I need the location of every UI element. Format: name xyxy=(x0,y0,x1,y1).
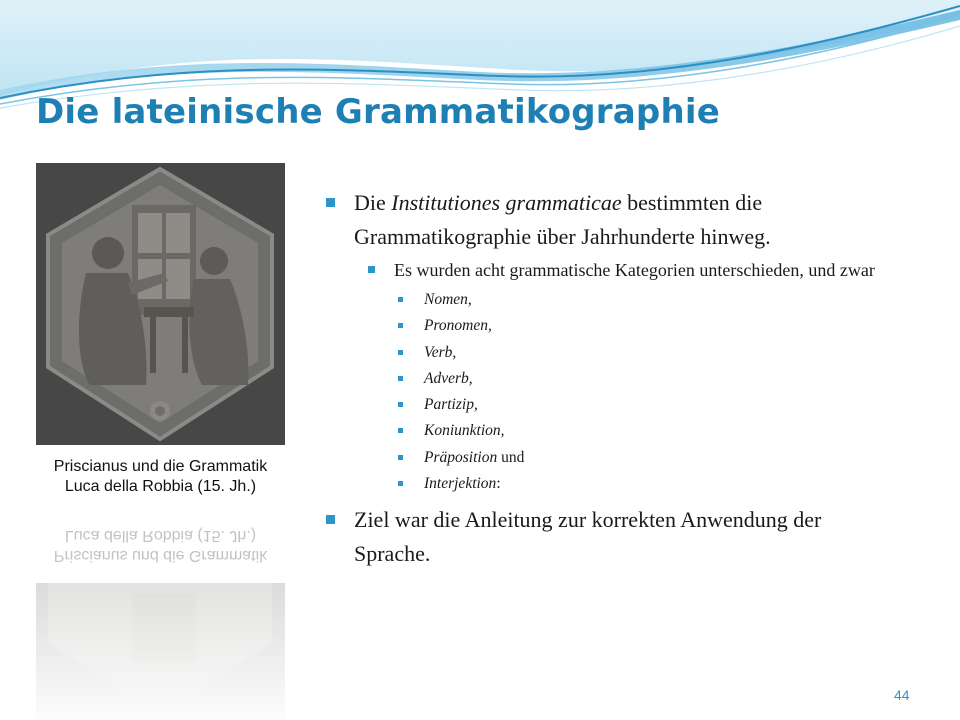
category-list xyxy=(398,287,886,497)
bullet-marker xyxy=(368,266,375,273)
bullet-marker xyxy=(398,428,403,433)
bullet-marker xyxy=(326,198,335,207)
relief-image-panel xyxy=(36,163,285,720)
category-item: Partizip, xyxy=(398,392,886,418)
relief-image xyxy=(36,163,285,445)
sub-bullet-list xyxy=(368,256,886,497)
bullet-list xyxy=(326,186,886,571)
bullet-marker xyxy=(398,323,403,328)
image-caption-reflection xyxy=(36,513,285,577)
category-item: Pronomen, xyxy=(398,313,886,339)
caption-reflection-line-2: Luca della Robbia (15. Jh.) xyxy=(64,527,257,544)
bullet-item-institutiones: Die Institutiones grammaticae bestimmten die Grammatikographie über Jahrhunderte hinweg. Es wurden acht grammatische Kategorien unterschieden, und zwar Nomen, Pronomen, Verb, Adverb, Partizip, Koniunktion, Präposition und Interjektion: xyxy=(326,186,886,497)
bullet-marker xyxy=(398,376,403,381)
bullet-marker xyxy=(398,402,403,407)
bullet-marker xyxy=(326,515,335,524)
bullet-marker xyxy=(398,455,403,460)
page-number: 44 xyxy=(894,687,910,703)
caption-line-2: Luca della Robbia (15. Jh.) xyxy=(64,478,257,495)
category-item: Präposition und xyxy=(398,445,886,471)
bullet-content xyxy=(326,186,886,571)
bullet-marker xyxy=(398,481,403,486)
category-item: Nomen, xyxy=(398,287,886,313)
caption-reflection-line-1: Priscianus und die Grammatik xyxy=(53,547,268,564)
slide-title: Die lateinische Grammatikographie xyxy=(36,92,720,132)
italic-title: Institutiones grammaticae xyxy=(391,190,622,215)
bullet-item-ziel: Ziel war die Anleitung zur korrekten Anwendung der Sprache. xyxy=(326,503,886,571)
category-item: Adverb, xyxy=(398,366,886,392)
caption-line-1: Priscianus und die Grammatik xyxy=(53,458,268,475)
category-item: Verb, xyxy=(398,340,886,366)
bullet-marker xyxy=(398,297,403,302)
image-caption xyxy=(36,445,285,509)
relief-image-reflection xyxy=(36,583,285,720)
category-item: Interjektion: xyxy=(398,471,886,497)
category-item: Koniunktion, xyxy=(398,418,886,444)
sub-bullet-item-kategorien: Es wurden acht grammatische Kategorien unterschieden, und zwar Nomen, Pronomen, Verb, Adverb, Partizip, Koniunktion, Präposition und Interjektion: xyxy=(368,256,886,497)
bullet-marker xyxy=(398,350,403,355)
